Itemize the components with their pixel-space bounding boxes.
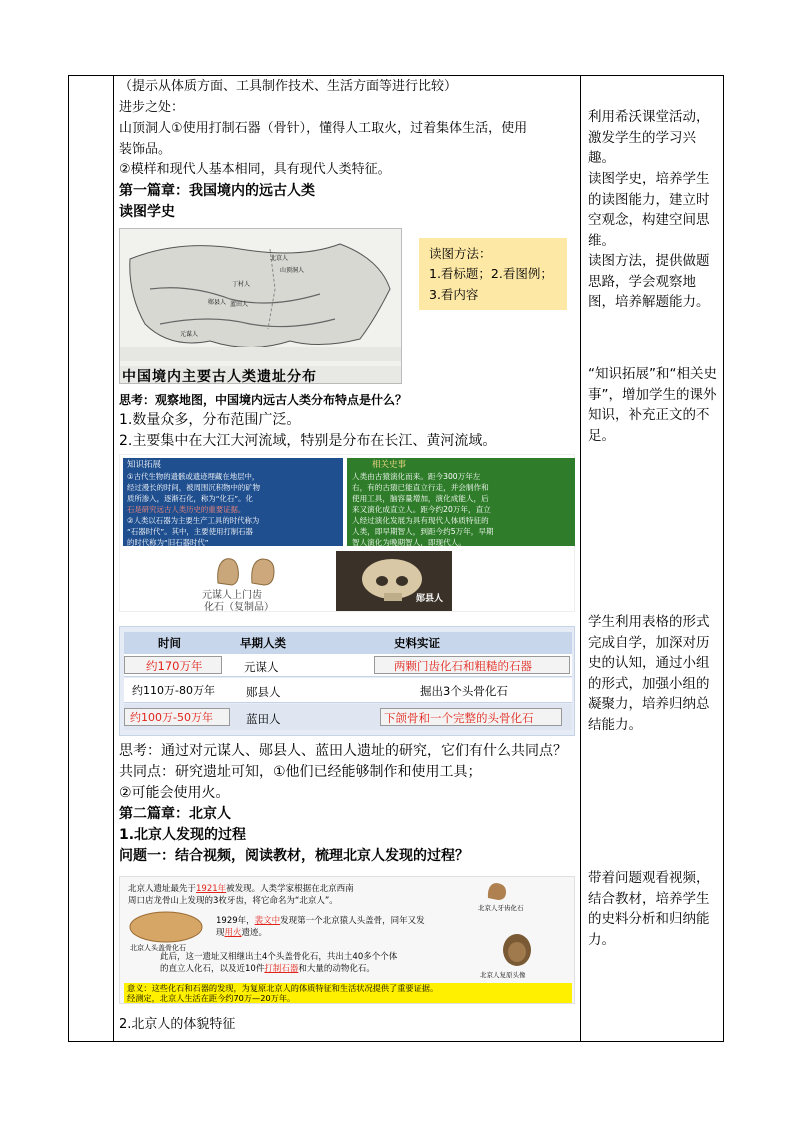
- table-header-time: 时间: [158, 636, 181, 650]
- skull-caption: 郧县人: [416, 594, 444, 604]
- answer-4: ②可能会使用火。: [119, 785, 230, 801]
- row2-human: 郧县人: [246, 685, 281, 699]
- map-label-lantian: 蓝田人: [230, 301, 249, 308]
- bj-year: 1921年: [196, 884, 227, 894]
- kt-line-5: ②人类以石器为主要生产工具的时代称为: [127, 516, 260, 525]
- kt-line-4: 石是研究远古人类历史的重要证据。: [127, 505, 246, 514]
- xs-line-6: 人类，即早期智人，到距今约5万年，早期: [352, 527, 494, 536]
- table-header-row: [124, 632, 572, 654]
- map-title: 中国境内主要古人类遗址分布: [122, 369, 317, 384]
- bj-significance-line-1: 意义：这些化石和石器的发现，为复原北京人的体质特征和生活状况提供了重要证据。: [127, 983, 439, 993]
- table-row-3: [124, 704, 572, 730]
- row2-evidence: 掘出3个头骨化石: [420, 684, 508, 698]
- xs-line-7: 智人演化为晚期智人，即现代人。: [352, 538, 466, 547]
- map-method-note: [419, 238, 567, 310]
- row3-evidence: 下颌骨和一个完整的头骨化石: [384, 711, 534, 725]
- row3-human: 蓝田人: [246, 712, 281, 726]
- xs-line-2: 右，有的古猿已能直立行走，并会制作和: [352, 483, 489, 492]
- bj-line-2: 周口店龙骨山上发现的3枚牙齿，将它命名为“北京人”。: [128, 896, 338, 906]
- bj-caption-skullcap: 北京人头盖骨化石: [130, 944, 186, 952]
- table-row-2: [124, 678, 572, 703]
- map-label-beijing: 北京人: [270, 255, 289, 262]
- skullcap-fossil-photo: [126, 907, 208, 945]
- answer-2: 2.主要集中在大江大河流域，特别是分布在长江、黄河流域。: [119, 433, 497, 449]
- kt-line-3: 质所渗入，逐渐石化，称为“化石”。化: [127, 494, 253, 503]
- tooth-fossil-photo: [484, 880, 510, 902]
- related-history-title: 相关史事: [372, 460, 407, 470]
- map-label-dingcun: 丁村人: [232, 281, 251, 288]
- related-history-box: [347, 458, 575, 546]
- bj-person: 裴文中: [254, 916, 281, 926]
- progress-line-2: 装饰品。: [119, 142, 172, 157]
- side-note-4: “知识拓展”和“相关史事”，增加学生的课外知识，补充正文的不足。: [588, 366, 717, 444]
- map-method-line-1: 1.看标题；2.看图例；: [429, 266, 553, 281]
- side-note-3: 读图方法，提供做题思路，学会观察地图，培养解题能力。: [588, 253, 710, 310]
- bj-line-1: 北京人遗址最先于1921年被发现。人类学家根据在北京西南: [128, 884, 354, 894]
- row1-human: 元谋人: [244, 660, 279, 674]
- chapter-2-heading: 第二篇章：北京人: [119, 806, 231, 822]
- bj-line-4: 现用火遗迹。: [216, 928, 268, 938]
- side-note-5: 学生利用表格的形式完成自学，加深对历史的认知，通过小组的形式，加强小组的凝聚力，培养归纳总结能力。: [588, 614, 710, 733]
- kt-line-1: ①古代生物的遗骸或遗迹埋藏在地层中，: [127, 472, 260, 481]
- row1-evidence: 两颗门齿化石和粗糙的石器: [394, 659, 532, 673]
- bj-line-5: 此后，这一遗址又相继出土4个头盖骨化石，共出土40多个个体: [160, 952, 398, 962]
- beijing-discovery-heading: 1.北京人发现的过程: [119, 827, 247, 843]
- bj-fire: 用火: [224, 928, 242, 938]
- progress-line-3: ②模样和现代人基本相同，具有现代人类特征。: [119, 162, 391, 177]
- map-label-yuanmou: 元谋人: [180, 331, 199, 338]
- beijing-features-heading: 2.北京人的体貌特征: [119, 1017, 236, 1032]
- side-note-2: 读图学史，培养学生的读图能力，建立时空观念，构建空间思维。: [588, 171, 710, 249]
- kt-line-7: 的时代称为“旧石器时代”: [127, 538, 209, 547]
- table-header-evidence: 史料实证: [394, 636, 440, 650]
- bj-caption-head: 北京人复原头像: [480, 971, 526, 979]
- table-row-1: [124, 654, 572, 677]
- xs-line-1: 人类由古猿演化而来。距今300万年左: [352, 472, 481, 481]
- map-drawing: [120, 229, 402, 384]
- answer-1: 1.数量众多，分布范围广泛。: [119, 412, 301, 428]
- bj-significance-box: [124, 983, 572, 1003]
- map-method-title: 读图方法：: [429, 246, 492, 261]
- bj-caption-tooth: 北京人牙齿化石: [478, 904, 524, 912]
- question-2: 思考：通过对元谋人、郧县人、蓝田人遗址的研究，它们有什么共同点？: [119, 743, 567, 759]
- kt-line-6: “石器时代”。其中，主要使用打制石器: [127, 527, 253, 536]
- hint-line: （提示从体质方面、工具制作技术、生活方面等进行比较）: [119, 79, 458, 94]
- row3-time: 约100万-50万年: [130, 711, 213, 724]
- yunxian-skull-photo: [336, 551, 452, 611]
- knowledge-expansion-title: 知识拓展: [127, 460, 162, 470]
- early-humans-table: [119, 626, 575, 736]
- teeth-caption-2: 化石（复制品）: [204, 602, 274, 613]
- side-note-6: 带着问题观看视频，结合教材，培养学生的史料分析和归纳能力。: [588, 870, 710, 948]
- knowledge-image: [119, 454, 575, 612]
- xs-line-3: 使用工具，脑容量增加，演化成能人，后: [352, 494, 489, 503]
- chapter-1-heading: 第一篇章：我国境内的远古人类: [119, 183, 315, 199]
- progress-line-1: 山顶洞人①使用打制石器（骨针），懂得人工取火，过着集体生活，使用: [119, 121, 528, 136]
- xs-line-5: 人经过演化发展为具有现代人体质特征的: [352, 516, 489, 525]
- map-label-shandingdong: 山顶洞人: [280, 267, 305, 274]
- ancient-sites-map: [119, 228, 402, 384]
- table-header-human: 早期人类: [240, 636, 286, 650]
- column-divider-left: [113, 76, 114, 1041]
- column-divider-right: [580, 76, 581, 1041]
- knowledge-expansion-box: [123, 458, 343, 546]
- row2-time: 约110万-80万年: [132, 684, 215, 697]
- question-3: 问题一：结合视频，阅读教材，梳理北京人发现的过程？: [119, 848, 469, 864]
- answer-3: 共同点：研究遗址可知，①他们已经能够制作和使用工具；: [119, 764, 482, 780]
- progress-heading: 进步之处：: [119, 100, 185, 115]
- bj-tools: 打制石器: [264, 964, 299, 974]
- read-map-heading: 读图学史: [119, 204, 175, 220]
- map-label-yunxian: 郧县人: [208, 299, 227, 306]
- teeth-fossil-photo: [212, 553, 282, 589]
- xs-line-4: 来又演化成直立人。距今约20万年，直立: [352, 505, 491, 514]
- restored-head-photo: [500, 933, 534, 967]
- bj-significance-line-2: 经测定，北京人生活在距今约70万—20万年。: [127, 993, 296, 1003]
- bj-line-6: 的直立人化石，以及近10件打制石器和大量的动物化石。: [160, 964, 375, 974]
- side-note-1: 利用希沃课堂活动，激发学生的学习兴趣。: [588, 109, 710, 166]
- beijing-man-image: [119, 876, 575, 1004]
- kt-line-2: 经过漫长的时间，被周围沉积物中的矿物: [127, 483, 261, 492]
- question-1: 思考：观察地图，中国境内远古人类分布特点是什么？: [119, 393, 408, 407]
- map-method-line-2: 3.看内容: [429, 287, 479, 302]
- bj-line-3: 1929年，裴文中发现第一个北京猿人头盖骨，同年又发: [216, 916, 425, 926]
- row1-time: 约170万年: [146, 659, 203, 673]
- teeth-caption-1: 元谋人上门齿: [202, 590, 262, 601]
